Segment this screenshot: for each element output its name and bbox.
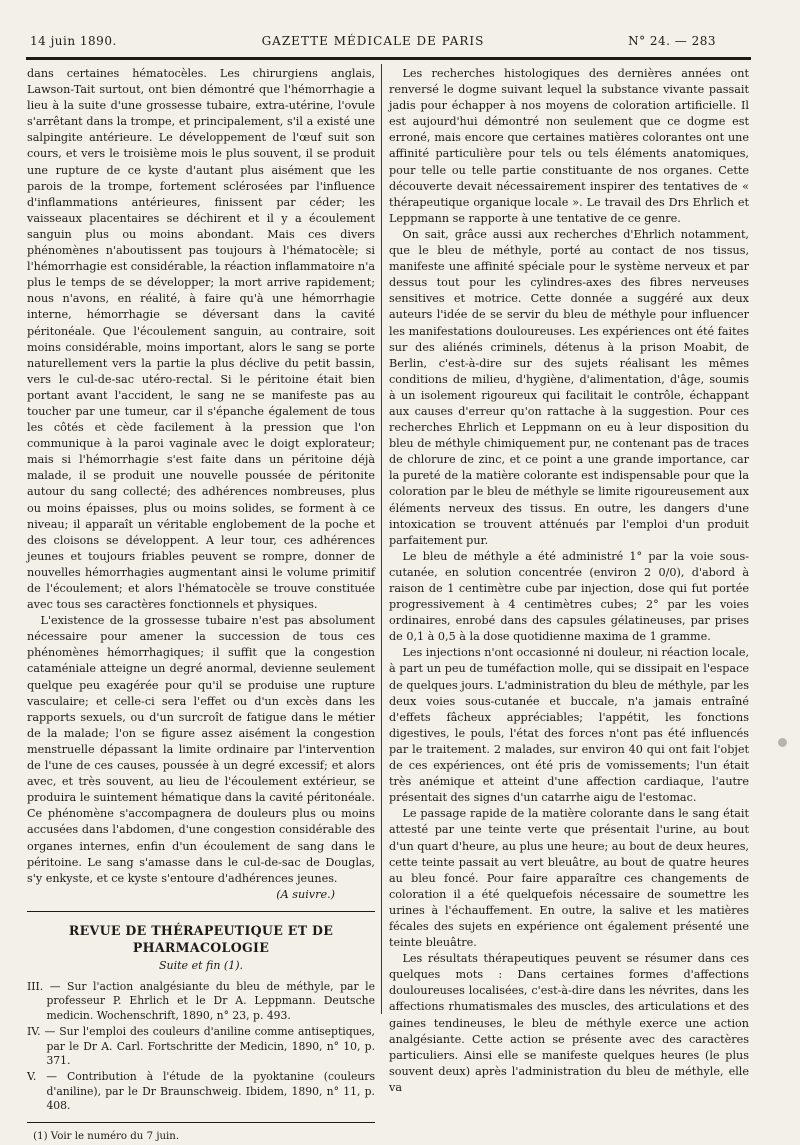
right-paragraph-4: Les injections n'ont occasionné ni douleur, ni réaction locale, à part un peu de tuméfaction molle, qui se dissipait en l'espace de quelques jours. L'administration du bleu de méthyle, par les deux voies sous-cutanée et buccale, n'a jamais entraîné d'effets fâcheux appréciables; l'appétit, les fonctions digestives, le pouls, l'état des forces n'ont pas été influencés par le traitement. 2 malades, sur environ 40 qui ont fait l'objet de ces expériences, ont été pris de vomissements; l'un était très anémique et atteint d'une affection cardiaque, l'autre présentait des signes d'un catarrhe aigu de l'estomac.	[389, 646, 749, 805]
reference-item: III. — Sur l'action analgésiante du bleu de méthyle, par le professeur P. Ehrlich et le Dr A. Leppmann. Deutsche medicin. Wochenschrift, 1890, n° 23, p. 493.	[27, 979, 375, 1022]
left-paragraph-1: dans certaines hématocèles. Les chirurgiens anglais, Lawson-Tait surtout, ont bien démontré que l'hémorrhagie a lieu à la suite d'une grossesse tubaire, extra-utérine, l'ovule s'arrêtant dans la trompe, et principalement, s'il a existé une salpingite antérieure. Le développement de l'œuf suit son cours, et vers le troisième mois le plus souvent, il se produit une rupture de ce kyste d'autant plus aisément que les parois de la trompe, fortement sclérosées par l'influence d'inflammations antérieures, finissent par céder; les vaisseaux placentaires se déchirent et il y a écoulement sanguin plus ou moins abondant. Mais ces divers phénomènes n'aboutissent pas toujours à l'hématocèle; si l'hémorrhagie est considérable, la réaction inflammatoire n'a plus le temps de se développer; la mort arrive rapidement; nous n'avons, en réalité, à faire qu'à une hémorrhagie interne, hémorrhagie se déversant dans la cavité péritonéale. Que l'écoulement sanguin, au contraire, soit moins considérable, moins important, alors le sang se porte naturellement vers la partie la plus déclive du petit bassin, vers le cul-de-sac utéro-rectal. Si le péritoine était bien portant avant l'accident, le sang ne se manifeste pas au toucher par une tumeur, car il s'épanche également de tous les côtés et cède facilement à la pression que l'on communique à la paroi vaginale avec le doigt explorateur; mais si l'hémorrhagie s'est faite dans un péritoine déjà malade, il se produit une nouvelle poussée de péritonite autour du sang collecté; des adhérences nombreuses, plus ou moins épaisses, plus ou moins solides, se forment à ce niveau; il apparaît un véritable englobement de la poche et des cloisons se développent. A leur tour, ces adhérences jeunes et toujours friables peuvent se rompre, donner de nouvelles hémorrhagies augmentant ainsi le volume primitif de l'écoulement; et alors l'hématocèle se trouve constituée avec tous ses caractères fonctionnels et physiques.	[27, 67, 375, 612]
header-issue-page: N° 24. — 283	[628, 34, 716, 48]
footnote-rule	[27, 1122, 375, 1123]
section-rule	[27, 911, 375, 912]
header-rule	[26, 57, 751, 60]
section-title: REVUE DE THÉRAPEUTIQUE ET DE PHARMACOLOGIE	[68, 922, 334, 955]
page-header	[30, 30, 716, 52]
footnote: (1) Voir le numéro du 7 juin.	[33, 1130, 180, 1142]
reference-item: IV. — Sur l'emploi des couleurs d'aniline comme antiseptiques, par le Dr A. Carl. Fortschritte der Medicin, 1890, n° 10, p. 371.	[27, 1025, 375, 1067]
left-column	[27, 66, 375, 1145]
to-follow-note: (A suivre.)	[276, 887, 335, 901]
right-column	[389, 66, 749, 1096]
header-paper-title: GAZETTE MÉDICALE DE PARIS	[261, 34, 485, 48]
right-paragraph-6: Les résultats thérapeutiques peuvent se résumer dans ces quelques mots : Dans certaines formes d'affections douloureuses localisées, c'est-à-dire dans les névrites, dans les affections rhumatismales des muscles, des articulations et des gaines tendineuses, le bleu de méthyle exerce une action analgésiante. Cette action se présente avec des caractères particuliers. Ainsi elle se manifeste quelques heures (le plus souvent deux) après l'administration du bleu de méthyle, elle va	[389, 952, 749, 1094]
header-date: 14 juin 1890.	[30, 34, 117, 48]
right-paragraph-1: Les recherches histologiques des dernières années ont renversé le dogme suivant lequel la substance vivante passait jadis pour échapper à nos moyens de coloration artificielle. Il est aujourd'hui démontré non seulement que ce dogme est erroné, mais encore que certaines matières colorantes ont une affinité particulière pour tels ou tels éléments anatomiques, pour telle ou telle partie constituante de nos organes. Cette découverte devait nécessairement inspirer des tentatives de « thérapeutique organique locale ». Le travail des Drs Ehrlich et Leppmann se rapporte à une tentative de ce genre.	[389, 67, 749, 225]
column-divider	[381, 64, 382, 1014]
right-paragraph-3: Le bleu de méthyle a été administré 1° par la voie sous-cutanée, en solution concentrée (environ 2 0/0), d'abord à raison de 1 centimètre cube par injection, dose qui fut portée progressivement à 4 centimètres cubes; 2° par les voies ordinaires, enrobé dans des capsules gélatineuses, par prises de 0,1 à 0,5 à la dose quotidienne maxima de 1 gramme.	[389, 549, 749, 644]
right-paragraph-5: Le passage rapide de la matière colorante dans le sang était attesté par une teinte verte que présentait l'urine, au bout d'un quart d'heure, au plus une heure; au bout de deux heures, cette teinte passait au vert bleuâtre, au bout de quatre heures au bleu foncé. Pour faire apparaître ces changements de coloration il a été quelquefois nécessaire de soumettre les urines à l'échauffement. En outre, la salive et les matières fécales des sujets en expérience ont également présenté une teinte bleuâtre.	[389, 807, 749, 950]
section-subtitle: Suite et fin (1).	[159, 958, 243, 972]
ink-blot	[778, 738, 787, 747]
left-paragraph-2: L'existence de la grossesse tubaire n'est pas absolument nécessaire pour amener la succession de tous ces phénomènes hémorrhagiques; il suffit que la congestion cataméniale atteigne un degré anormal, devienne seulement quelque peu exagérée pour qu'il se produise une rupture vasculaire; et celle-ci sera l'effet ou d'un excès dans les rapports sexuels, ou d'un surcroît de fatigue dans le métier de la malade; l'on se figure assez aisément la congestion menstruelle dépassant la limite ordinaire par l'intervention de l'une de ces causes, poussée à un degré excessif; et alors avec, et très souvent, au lieu de l'écoulement extérieur, se produira le suintement hématique dans la cavité péritonéale. Ce phénomène s'accompagnera de douleurs plus ou moins accusées dans l'abdomen, d'une congestion considérable des organes internes, enfin d'un écoulement de sang dans le péritoine. Le sang s'amasse dans le cul-de-sac de Douglas, s'y enkyste, et ce kyste s'entoure d'adhérences jeunes.	[27, 614, 375, 885]
reference-item: V. — Contribution à l'étude de la pyoktanine (couleurs d'aniline), par le Dr Braunschweig. Ibidem, 1890, n° 11, p. 408.	[27, 1070, 375, 1113]
right-paragraph-2: On sait, grâce aussi aux recherches d'Ehrlich notamment, que le bleu de méthyle, porté au contact de nos tissus, manifeste une affinité spéciale pour le système nerveux et par dessus tout pour les cylindres-axes des fibres nerveuses sensitives et motrice. Cette donnée a suggéré aux deux auteurs l'idée de se servir du bleu de méthyle pour influencer les manifestations douloureuses. Les expériences ont été faites sur des aliénés criminels, détenus à la prison Moabit, de Berlin, c'est-à-dire sur des sujets réalisant les mêmes conditions de milieu, d'hygiène, d'alimentation, d'âge, soumis à un isolement rigoureux qui facilitait le contrôle, échappant aux causes d'erreur qu'on rattache à la suggestion. Pour ces recherches Ehrlich et Leppmann on eu à leur disposition du bleu de méthyle chimiquement pur, ne contenant pas de traces de chlorure de zinc, et ce point a une grande importance, car la pureté de la matière colorante est indispensable pour que la coloration par le bleu de méthyle se limite rigoureusement aux éléments nerveux des tissus. En outre, les dangers d'une intoxication se trouvent atténués par l'emploi d'un produit parfaitement pur.	[389, 227, 749, 547]
